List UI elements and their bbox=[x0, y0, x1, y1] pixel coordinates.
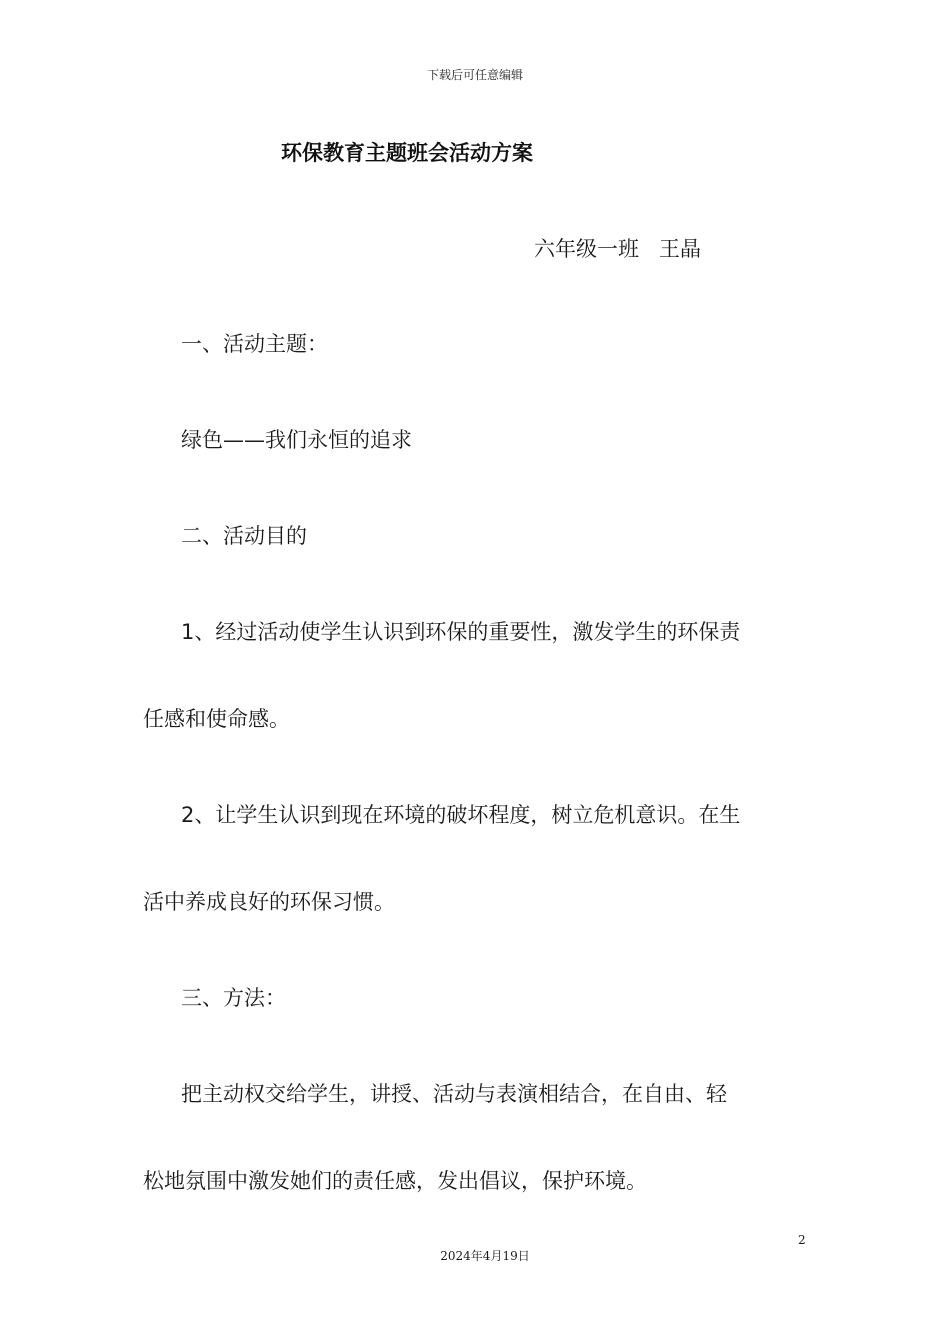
author-name: 王晶 bbox=[659, 237, 701, 261]
purpose-item-2-line-2: 活中养成良好的环保习惯。 bbox=[143, 890, 395, 914]
author-line bbox=[534, 233, 701, 263]
method-text-line-1: 把主动权交给学生，讲授、活动与表演相结合，在自由、轻 bbox=[181, 1082, 727, 1106]
document-title: 环保教育主题班会活动方案 bbox=[281, 141, 533, 165]
purpose-item-1-line-1: 1、经过活动使学生认识到环保的重要性，激发学生的环保责 bbox=[181, 620, 741, 644]
theme-text: 绿色——我们永恒的追求 bbox=[181, 428, 412, 452]
page-number: 2 bbox=[798, 1233, 806, 1247]
method-text-line-2: 松地氛围中激发她们的责任感，发出倡议，保护环境。 bbox=[143, 1169, 647, 1193]
page-header-note: 下载后可任意编辑 bbox=[426, 68, 523, 82]
purpose-item-1-line-2: 任感和使命感。 bbox=[143, 707, 290, 731]
section-heading-purpose: 二、活动目的 bbox=[181, 524, 307, 548]
purpose-item-2-line-1: 2、让学生认识到现在环境的破坏程度，树立危机意识。在生 bbox=[181, 803, 741, 827]
section-heading-theme: 一、活动主题： bbox=[181, 332, 328, 356]
page-footer-date: 2024年4月19日 bbox=[440, 1249, 530, 1263]
author-class: 六年级一班 bbox=[534, 237, 639, 261]
section-heading-method: 三、方法： bbox=[181, 986, 286, 1010]
